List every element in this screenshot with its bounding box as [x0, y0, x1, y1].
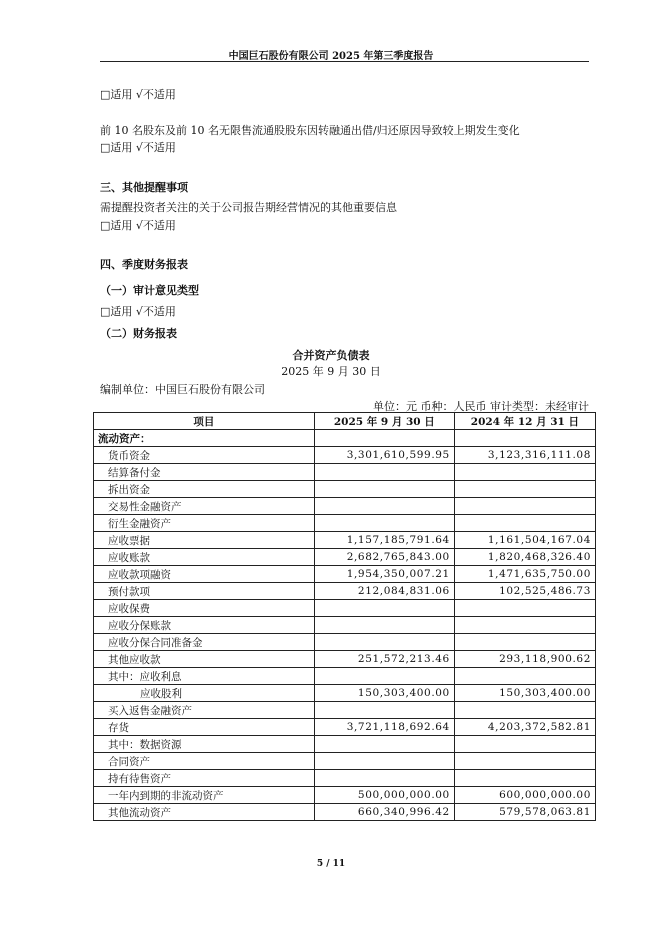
row-item-label: 其中：应收利息 — [94, 668, 315, 685]
table-row — [94, 617, 596, 634]
statement-title: 合并资产负债表 — [292, 349, 370, 362]
table-row — [94, 498, 596, 515]
row-value-prior: 579,578,063.81 — [454, 804, 595, 821]
table-row — [94, 702, 596, 719]
row-value-current: 3,301,610,599.95 — [314, 447, 454, 464]
row-item-label: 应收保费 — [94, 600, 315, 617]
row-item-label: 其他应收款 — [94, 651, 315, 668]
row-item-label: 应收款项融资 — [94, 566, 315, 583]
row-value-current: 3,721,118,692.64 — [314, 719, 454, 736]
row-value-prior — [454, 498, 595, 515]
row-value-prior — [454, 702, 595, 719]
row-value-current — [314, 736, 454, 753]
para2-option: □适用 √不适用 — [100, 141, 176, 154]
table-row — [94, 481, 596, 498]
table-row — [94, 464, 596, 481]
row-item-label: 合同资产 — [94, 753, 315, 770]
row-value-current — [314, 617, 454, 634]
row-value-prior — [454, 770, 595, 787]
page-number: 5 / 11 — [316, 859, 346, 869]
row-value-current — [314, 770, 454, 787]
row-item-label: 应收账款 — [94, 549, 315, 566]
section4-title: 四、季度财务报表 — [100, 258, 188, 271]
row-item-label: 流动资产： — [94, 430, 315, 447]
row-value-prior: 1,161,504,167.04 — [454, 532, 595, 549]
para1-option: □适用 √不适用 — [100, 88, 176, 101]
row-value-prior: 102,525,486.73 — [454, 583, 595, 600]
row-value-current — [314, 515, 454, 532]
row-value-prior: 600,000,000.00 — [454, 787, 595, 804]
section4-sub1: （一）审计意见类型 — [100, 284, 199, 297]
row-value-prior: 150,303,400.00 — [454, 685, 595, 702]
table-row — [94, 651, 596, 668]
col-header-item: 项目 — [94, 413, 315, 430]
section3-title: 三、其他提醒事项 — [100, 181, 188, 194]
balance-sheet-table — [93, 412, 596, 821]
para2-text: 前 10 名股东及前 10 名无限售流通股股东因转融通出借/归还原因导致较上期发生变化 — [100, 124, 520, 137]
row-item-label: 预付款项 — [94, 583, 315, 600]
row-value-prior: 293,118,900.62 — [454, 651, 595, 668]
table-row — [94, 787, 596, 804]
row-value-prior — [454, 600, 595, 617]
table-row — [94, 515, 596, 532]
row-value-prior — [454, 464, 595, 481]
statement-units: 单位：元 币种：人民币 审计类型：未经审计 — [373, 400, 589, 413]
table-row — [94, 430, 596, 447]
row-value-current — [314, 702, 454, 719]
row-value-current — [314, 430, 454, 447]
col-header-current: 2025 年 9 月 30 日 — [314, 413, 454, 430]
col-header-prior: 2024 年 12 月 31 日 — [454, 413, 595, 430]
table-row — [94, 719, 596, 736]
row-value-current: 660,340,996.42 — [314, 804, 454, 821]
table-row — [94, 736, 596, 753]
table-row — [94, 549, 596, 566]
row-item-label: 应收股利 — [94, 685, 315, 702]
row-item-label: 结算备付金 — [94, 464, 315, 481]
row-value-current — [314, 498, 454, 515]
row-value-prior — [454, 634, 595, 651]
header-divider — [100, 61, 589, 62]
table-header-row — [94, 413, 596, 430]
row-value-current — [314, 634, 454, 651]
section4-sub1-option: □适用 √不适用 — [100, 305, 176, 318]
row-item-label: 其中：数据资源 — [94, 736, 315, 753]
row-item-label: 存货 — [94, 719, 315, 736]
row-value-prior: 3,123,316,111.08 — [454, 447, 595, 464]
row-item-label: 持有待售资产 — [94, 770, 315, 787]
section3-option: □适用 √不适用 — [100, 219, 176, 232]
row-item-label: 应收分保合同准备金 — [94, 634, 315, 651]
row-value-current: 2,682,765,843.00 — [314, 549, 454, 566]
table-row — [94, 532, 596, 549]
row-item-label: 货币资金 — [94, 447, 315, 464]
row-value-current: 212,084,831.06 — [314, 583, 454, 600]
row-value-prior — [454, 481, 595, 498]
row-value-prior — [454, 430, 595, 447]
row-item-label: 衍生金融资产 — [94, 515, 315, 532]
row-value-prior — [454, 617, 595, 634]
table-row — [94, 566, 596, 583]
row-value-current — [314, 753, 454, 770]
row-value-prior — [454, 753, 595, 770]
row-value-prior: 1,820,468,326.40 — [454, 549, 595, 566]
table-row — [94, 668, 596, 685]
row-item-label: 一年内到期的非流动资产 — [94, 787, 315, 804]
table-row — [94, 770, 596, 787]
row-value-current: 251,572,213.46 — [314, 651, 454, 668]
table-row — [94, 447, 596, 464]
table-row — [94, 634, 596, 651]
row-item-label: 应收分保账款 — [94, 617, 315, 634]
row-value-current: 500,000,000.00 — [314, 787, 454, 804]
table-row — [94, 804, 596, 821]
statement-date: 2025 年 9 月 30 日 — [281, 365, 381, 378]
row-item-label: 买入返售金融资产 — [94, 702, 315, 719]
row-value-prior — [454, 668, 595, 685]
row-value-current: 150,303,400.00 — [314, 685, 454, 702]
row-value-prior: 4,203,372,582.81 — [454, 719, 595, 736]
report-header: 中国巨石股份有限公司 2025 年第三季度报告 — [228, 51, 434, 62]
row-value-current: 1,157,185,791.64 — [314, 532, 454, 549]
row-item-label: 拆出资金 — [94, 481, 315, 498]
row-value-current — [314, 668, 454, 685]
row-value-prior: 1,471,635,750.00 — [454, 566, 595, 583]
section4-sub2: （二）财务报表 — [100, 327, 177, 340]
row-value-current — [314, 481, 454, 498]
table-row — [94, 685, 596, 702]
section3-text: 需提醒投资者关注的关于公司报告期经营情况的其他重要信息 — [100, 201, 397, 214]
row-item-label: 其他流动资产 — [94, 804, 315, 821]
row-value-current — [314, 464, 454, 481]
row-value-current — [314, 600, 454, 617]
statement-preparer: 编制单位：中国巨石股份有限公司 — [100, 383, 265, 396]
table-row — [94, 753, 596, 770]
row-value-prior — [454, 515, 595, 532]
row-value-current: 1,954,350,007.21 — [314, 566, 454, 583]
row-value-prior — [454, 736, 595, 753]
row-item-label: 交易性金融资产 — [94, 498, 315, 515]
table-row — [94, 600, 596, 617]
table-row — [94, 583, 596, 600]
row-item-label: 应收票据 — [94, 532, 315, 549]
